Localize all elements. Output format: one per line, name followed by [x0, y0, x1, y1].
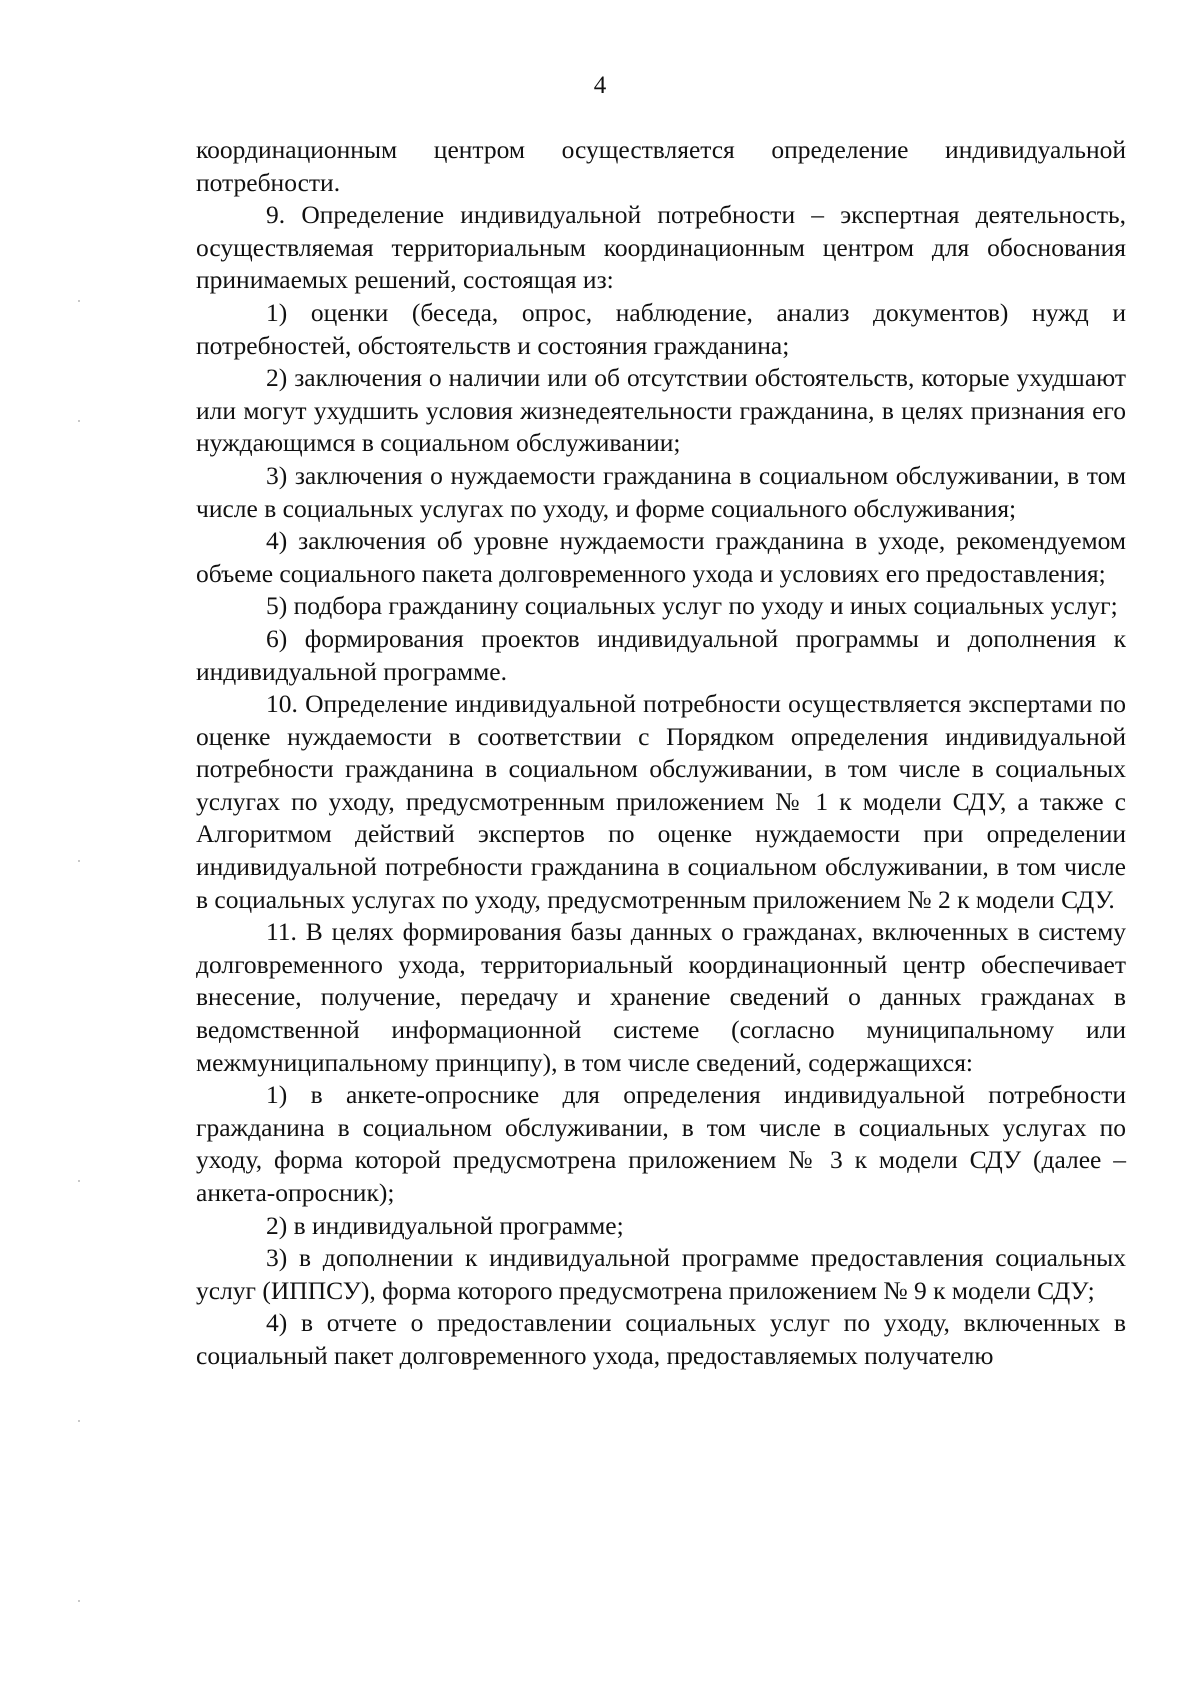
list-item-report: 4) в отчете о предоставлении социальных услуг по уходу, включенных в социальный пакет долговременного ухода, предоставляемых получателю	[196, 1308, 1126, 1370]
paragraph-item-9: 9. Определение индивидуальной потребности – экспертная деятельность, осуществляемая территориальным координационным центром для обоснования принимаемых решений, состоящая из:	[196, 200, 1126, 295]
scan-artifact	[78, 300, 80, 302]
scan-artifact	[78, 860, 80, 862]
list-item-questionnaire: 1) в анкете-опроснике для определения индивидуальной потребности гражданина в социальном обслуживании, в том числе в социальных услугах по уходу, форма которой предусмотрена приложением № 3 к модели СДУ (далее – анкета-опросник);	[196, 1080, 1126, 1207]
list-item-ippsu-supplement: 3) в дополнении к индивидуальной программе предоставления социальных услуг (ИППСУ), форма которого предусмотрена приложением № 9 к модели СДУ;	[196, 1243, 1126, 1305]
list-item-individual-program: 2) в индивидуальной программе;	[266, 1210, 624, 1240]
scan-artifact	[78, 1600, 80, 1602]
paragraph-item-10: 10. Определение индивидуальной потребности осуществляется экспертами по оценке нуждаемости в соответствии с Порядком определения индивидуальной потребности гражданина в социальном обслуживании, в том числе в социальных услугах по уходу, предусмотренным приложением № 1 к модели СДУ, а также с Алгоритмом действий экспертов по оценке нуждаемости при определении индивидуальной потребности гражданина в социальном обслуживании, в том числе в социальных услугах по уходу, предусмотренным приложением № 2 к модели СДУ.	[196, 689, 1126, 914]
scan-artifact	[78, 1180, 80, 1182]
document-body	[196, 134, 1126, 1373]
paragraph-item-11: 11. В целях формирования базы данных о гражданах, включенных в систему долговременного ухода, территориальный координационный центр обеспечивает внесение, получение, передачу и хранение сведений о данных гражданах в ведомственной информационной системе (согласно муниципальному или межмуниципальному принципу), в том числе сведений, содержащихся:	[196, 917, 1126, 1077]
list-item-service-selection: 5) подбора гражданину социальных услуг по уходу и иных социальных услуг;	[266, 591, 1118, 621]
paragraph-continuation: координационным центром осуществляется определение индивидуальной потребности.	[196, 135, 1126, 197]
scan-artifact	[78, 420, 80, 422]
page-number: 4	[593, 72, 607, 99]
list-item-program-drafts: 6) формирования проектов индивидуальной программы и дополнения к индивидуальной программе.	[196, 623, 1126, 686]
scan-artifact	[78, 1420, 80, 1422]
list-item-conclusion-circumstances: 2) заключения о наличии или об отсутствии обстоятельств, которые ухудшают или могут ухудшить условия жизнедеятельности гражданина, в целях признания его нуждающимся в социальном обслуживании;	[196, 363, 1126, 458]
list-item-assessment: 1) оценки (беседа, опрос, наблюдение, анализ документов) нужд и потребностей, обстоятельств и состояния гражданина;	[196, 297, 1126, 360]
list-item-conclusion-care-level: 4) заключения об уровне нуждаемости гражданина в уходе, рекомендуемом объеме социального пакета долговременного ухода и условиях его предоставления;	[196, 526, 1126, 588]
list-item-conclusion-need: 3) заключения о нуждаемости гражданина в социальном обслуживании, в том числе в социальных услугах по уходу, и форме социального обслуживания;	[196, 460, 1126, 523]
